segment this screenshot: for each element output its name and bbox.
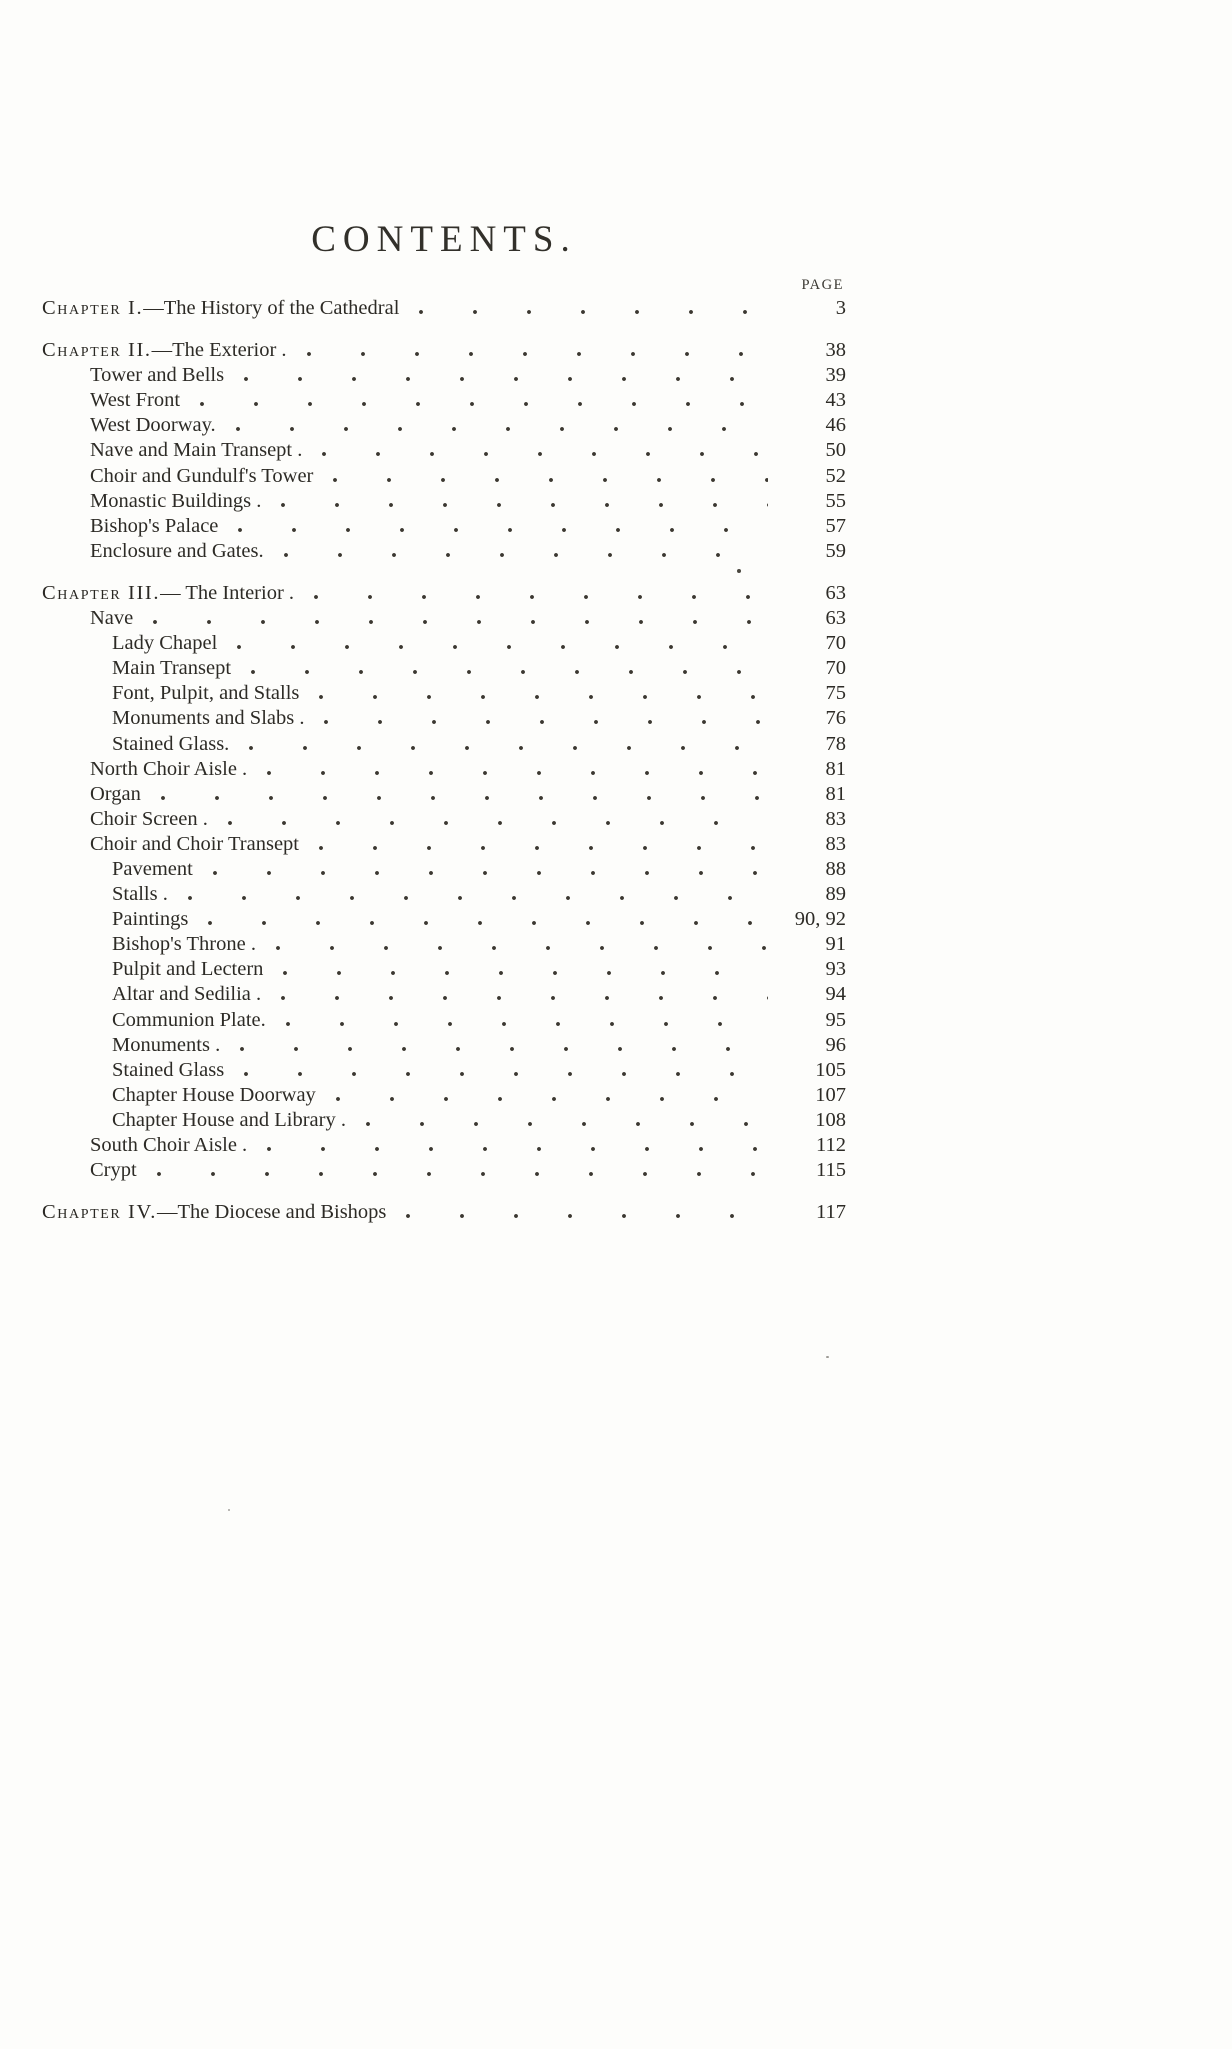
page-number: 95 [825, 1008, 846, 1031]
page-number: 83 [825, 807, 846, 830]
dot-leader [213, 871, 768, 875]
page-number: 59 [825, 539, 846, 562]
scan-speck [826, 1356, 829, 1358]
chapter-number: Chapter IV. [42, 1201, 157, 1224]
dot-leader [251, 670, 768, 674]
dot-leader [200, 402, 768, 406]
page-number: 63 [825, 607, 846, 630]
toc-entry-row [42, 514, 846, 539]
dot-leader [236, 427, 768, 431]
dot-leader [333, 478, 768, 482]
toc-entry-row [42, 1033, 846, 1058]
toc-entry-row [42, 489, 846, 514]
toc-entry-row [42, 757, 846, 782]
page-number: 81 [825, 782, 846, 805]
entry-label: Nave [90, 607, 134, 630]
page-number: 55 [825, 489, 846, 512]
chapter-title: —The Exterior . [151, 339, 287, 362]
dot-leader [267, 1147, 768, 1151]
toc-entry-row [42, 1108, 846, 1133]
dot-leader [286, 1022, 768, 1026]
chapter-title: —The History of the Cathedral [143, 297, 400, 319]
entry-label: Lady Chapel [112, 632, 218, 655]
dot-leader [208, 921, 768, 925]
page-number: 75 [825, 682, 846, 705]
page-number: 105 [815, 1058, 846, 1081]
entry-label: Crypt [90, 1159, 137, 1182]
toc-entry-row [42, 631, 846, 656]
page-number: 91 [825, 933, 846, 956]
toc-entry-row [42, 539, 846, 564]
entry-label: Pavement [112, 857, 193, 880]
entry-label [42, 338, 287, 363]
toc-entry-row [42, 388, 846, 413]
entry-label: Font, Pulpit, and Stalls [112, 682, 300, 705]
entry-label: Choir and Choir Transept [90, 832, 299, 855]
chapter-number: Chapter III. [42, 581, 161, 604]
entry-label: Choir Screen . [90, 807, 208, 830]
dot-leader [314, 595, 768, 599]
dot-leader [366, 1122, 768, 1126]
page-title: CONTENTS. [311, 219, 577, 260]
entry-label: Enclosure and Gates. [90, 539, 264, 562]
entry-label: Bishop's Palace [90, 514, 219, 537]
page-number: 57 [825, 514, 846, 537]
toc-entry-row [42, 681, 846, 706]
page-number: 90, 92 [794, 908, 846, 931]
chapter-title: —The Diocese and Bishops [156, 1201, 387, 1224]
entry-label: South Choir Aisle . [90, 1134, 248, 1156]
page-number: 76 [825, 707, 846, 730]
page-number: 52 [825, 464, 846, 487]
toc-entry-row [42, 1058, 846, 1083]
toc-chapter-row [42, 581, 846, 606]
dot-leader [319, 695, 768, 699]
dot-leader [406, 1214, 768, 1218]
dot-leader [228, 821, 768, 825]
entry-label: Chapter House and Library . [112, 1108, 346, 1131]
entry-label: North Choir Aisle . [90, 757, 248, 780]
page-number: 107 [815, 1083, 846, 1106]
dot-leader [419, 310, 768, 314]
entry-label: Main Transept [112, 657, 232, 680]
entry-label: Paintings [112, 908, 189, 931]
entry-label [42, 296, 399, 321]
chapter-number: Chapter II. [42, 339, 152, 362]
entry-label [42, 581, 294, 606]
entry-label: Organ [90, 782, 141, 805]
scan-speck [737, 569, 741, 573]
page-number: 38 [825, 339, 846, 362]
page-number: 39 [825, 364, 846, 387]
entry-label: Monuments and Slabs . [112, 707, 305, 730]
entry-label: Stained Glass [112, 1058, 225, 1081]
page-number: 43 [825, 389, 846, 412]
entry-label: Chapter House Doorway [112, 1083, 316, 1106]
toc-entry-row [42, 438, 846, 463]
page-number: 78 [825, 732, 846, 755]
table-of-contents [42, 218, 846, 1225]
toc-entry-row [42, 857, 846, 882]
dot-leader [281, 996, 768, 1000]
page-number: 93 [825, 958, 846, 981]
scan-speck [228, 1509, 230, 1511]
dot-leader [276, 946, 768, 950]
entry-label: Stained Glass. [112, 732, 230, 755]
dot-leader [319, 846, 768, 850]
toc-entry-row [42, 907, 846, 932]
toc-entry-row [42, 982, 846, 1007]
dot-leader [322, 452, 768, 456]
entry-label: West Doorway. [90, 414, 216, 437]
page-number: 70 [825, 632, 846, 655]
dot-leader [157, 1172, 768, 1176]
toc-entry-row [42, 732, 846, 757]
toc-entry-row [42, 1133, 846, 1158]
entry-label: Monastic Buildings . [90, 489, 262, 512]
toc-entry-row [42, 932, 846, 957]
toc-entry-row [42, 807, 846, 832]
dot-leader [237, 645, 768, 649]
page-number: 112 [816, 1134, 846, 1156]
page-number: 70 [825, 657, 846, 680]
page-number: 117 [816, 1201, 846, 1224]
entry-label: Nave and Main Transept . [90, 439, 303, 462]
dot-leader [249, 746, 768, 750]
toc-entry-row [42, 1158, 846, 1183]
entry-label [42, 1200, 386, 1225]
dot-leader [324, 720, 768, 724]
dot-leader [284, 553, 768, 557]
chapter-number: Chapter I. [42, 297, 144, 319]
entry-label: Communion Plate. [112, 1008, 266, 1031]
chapter-title: — The Interior . [160, 581, 295, 604]
toc-entry-row [42, 656, 846, 681]
toc-entry-row [42, 832, 846, 857]
page-number: 63 [825, 581, 846, 604]
entry-label: Tower and Bells [90, 364, 225, 387]
entry-label: Altar and Sedilia . [112, 983, 262, 1006]
dot-leader [244, 377, 768, 381]
dot-leader [188, 896, 768, 900]
entry-label: Stalls . [112, 883, 168, 906]
page-number: 3 [835, 297, 846, 319]
entry-label: West Front [90, 389, 181, 412]
dot-leader [281, 503, 768, 507]
dot-leader [283, 971, 768, 975]
toc-entries [42, 296, 846, 1225]
page-number: 50 [825, 439, 846, 462]
page-column-header: PAGE [801, 277, 844, 293]
dot-leader [267, 771, 768, 775]
toc-chapter-row [42, 338, 846, 363]
toc-chapter-row [42, 296, 846, 321]
toc-entry-row [42, 1008, 846, 1033]
page-number: 83 [825, 832, 846, 855]
dot-leader [238, 528, 768, 532]
toc-entry-row [42, 1083, 846, 1108]
entry-label: Bishop's Throne . [112, 933, 256, 956]
toc-entry-row [42, 413, 846, 438]
page-number: 108 [815, 1108, 846, 1131]
page-number: 96 [825, 1033, 846, 1056]
entry-label: Pulpit and Lectern [112, 958, 264, 981]
toc-entry-row [42, 882, 846, 907]
dot-leader [161, 796, 768, 800]
dot-leader [240, 1047, 768, 1051]
toc-chapter-row [42, 1200, 846, 1225]
page-number: 81 [825, 757, 846, 780]
dot-leader [307, 352, 768, 356]
page-number: 88 [825, 857, 846, 880]
page-number: 89 [825, 883, 846, 906]
toc-entry-row [42, 464, 846, 489]
toc-entry-row [42, 706, 846, 731]
toc-entry-row [42, 363, 846, 388]
dot-leader [244, 1072, 768, 1076]
dot-leader [153, 620, 768, 624]
page-number: 46 [825, 414, 846, 437]
entry-label: Choir and Gundulf's Tower [90, 464, 314, 487]
page-number: 94 [825, 983, 846, 1006]
dot-leader [336, 1097, 768, 1101]
entry-label: Monuments . [112, 1033, 221, 1056]
page-number: 115 [816, 1159, 846, 1182]
toc-entry-row [42, 782, 846, 807]
toc-entry-row [42, 957, 846, 982]
toc-entry-row [42, 606, 846, 631]
